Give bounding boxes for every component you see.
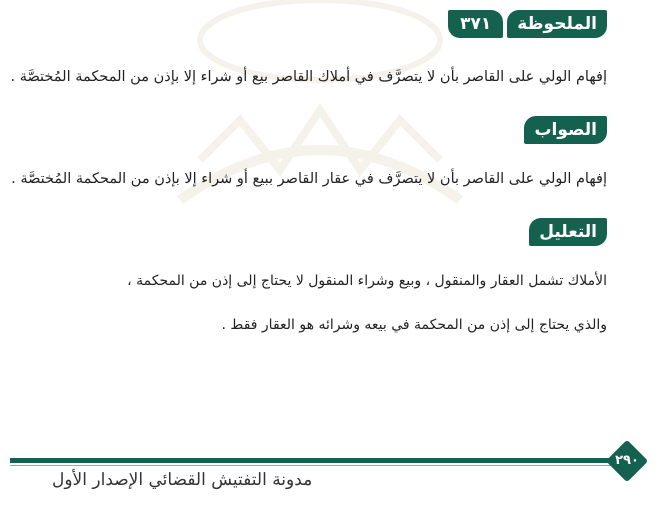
correction-text: إفهام الولي على القاصر بأن لا يتصرَّف في عقار القاصر ببيع أو شراء إلا بإذن من المحكمة المُختصَّة .: [11, 171, 607, 187]
observation-label: الملحوظة: [507, 10, 607, 38]
correction-label: الصواب: [524, 116, 607, 144]
observation-heading: [448, 10, 607, 38]
footer-title: مدونة التفتيش القضائي الإصدار الأول: [52, 470, 313, 490]
footer-rule: [10, 458, 618, 463]
correction-heading: [524, 116, 607, 144]
reasoning-line-2: والذي يحتاج إلى إذن من المحكمة في بيعه وشرائه هو العقار فقط .: [221, 317, 607, 333]
reasoning-heading: [529, 218, 607, 246]
observation-text: إفهام الولي على القاصر بأن لا يتصرَّف في أملاك القاصر بيع أو شراء إلا بإذن من المحكمة المُختصَّة .: [10, 69, 607, 85]
page-number: ٢٩٠: [615, 453, 639, 468]
reasoning-label: التعليل: [529, 218, 607, 246]
observation-number: ٣٧١: [448, 10, 503, 38]
watermark-emblem: [120, 0, 520, 260]
footer-rule-thin: [10, 465, 618, 466]
reasoning-line-1: الأملاك تشمل العقار والمنقول ، وبيع وشراء المنقول لا يحتاج إلى إذن من المحكمة ،: [127, 273, 607, 289]
